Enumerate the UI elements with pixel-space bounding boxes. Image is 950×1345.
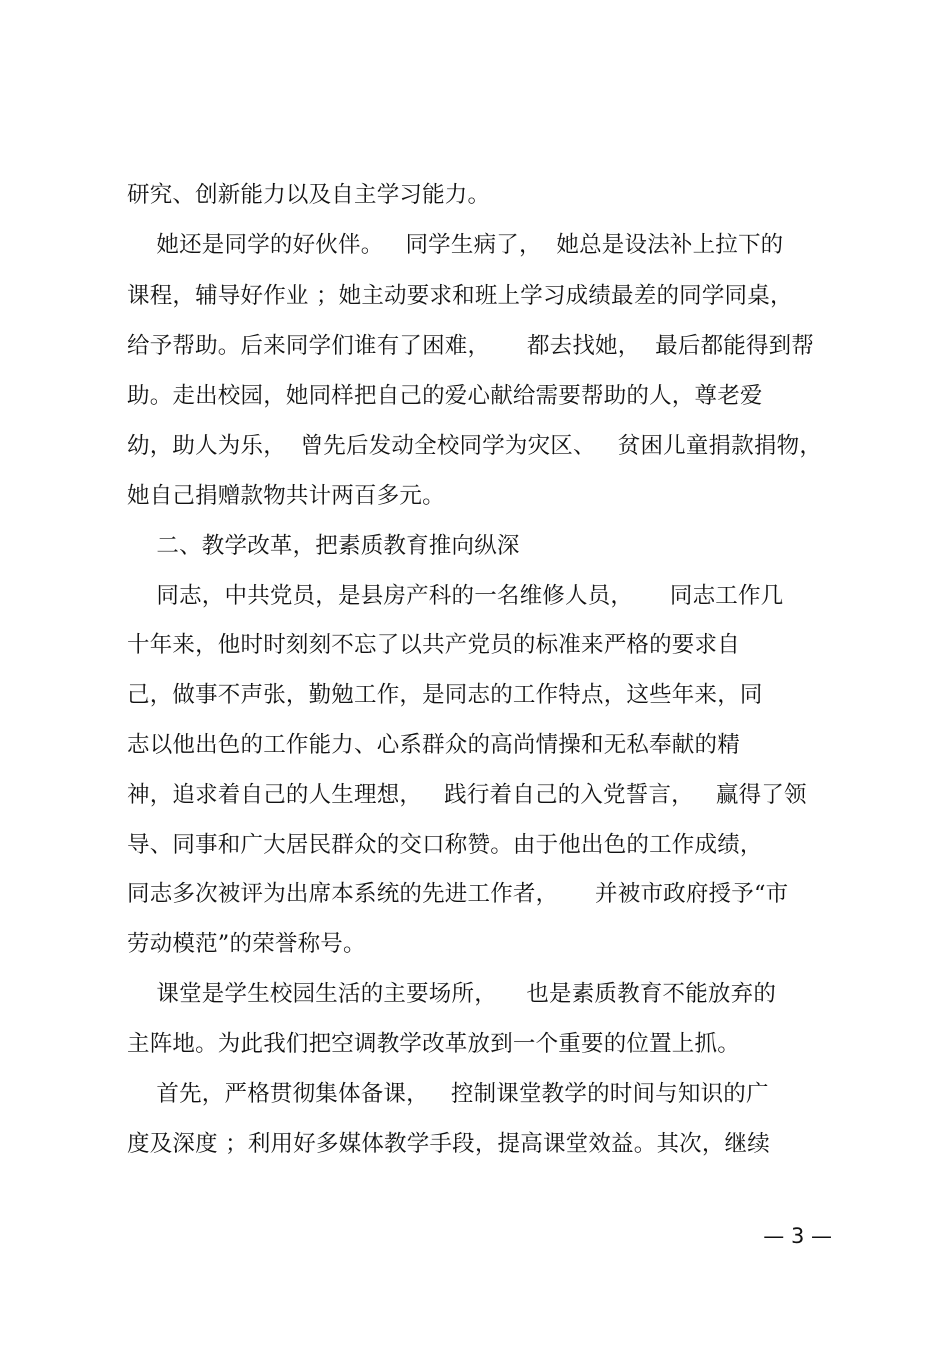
text-line: 十年来，他时时刻刻不忘了以共产党员的标准来严格的要求自 (127, 632, 740, 658)
text-line: 课程，辅导好作业 ；她主动要求和班上学习成绩最差的同学同桌， (127, 283, 793, 309)
text-line: 给予帮助。后来同学们谁有了困难， 都去找她， 最后都能得到帮 (127, 333, 815, 359)
text-line: 己，做事不声张，勤勉工作，是同志的工作特点，这些年来，同 (127, 682, 763, 708)
text-line: 她还是同学的好伙伴。 同学生病了， 她总是设法补上拉下的 (127, 232, 784, 258)
text-line: 同志多次被评为出席本系统的先进工作者， 并被市政府授予“市 (127, 881, 789, 907)
text-line: 课堂是学生校园生活的主要场所， 也是素质教育不能放弃的 (127, 981, 777, 1007)
text-line: 神，追求着自己的人生理想， 践行着自己的入党誓言， 赢得了领 (127, 782, 807, 808)
text-line: 劳动模范”的荣誉称号。 (127, 931, 366, 957)
text-line: 研究、创新能力以及自主学习能力。 (127, 182, 491, 208)
page-number: — 3 — (763, 1224, 832, 1248)
text-line: 度及深度 ；利用好多媒体教学手段，提高课堂效益。其次，继续 (127, 1131, 770, 1157)
text-line: 志以他出色的工作能力、心系群众的高尚情操和无私奉献的精 (127, 732, 740, 758)
text-line: 她自己捐赠款物共计两百多元。 (127, 483, 445, 509)
text-line: 助。走出校园，她同样把自己的爱心献给需要帮助的人，尊老爱 (127, 383, 763, 409)
text-line: 同志，中共党员，是县房产科的一名维修人员， 同志工作几 (127, 583, 784, 609)
text-line: 导、同事和广大居民群众的交口称赞。由于他出色的工作成绩， (127, 832, 763, 858)
section-heading: 二、教学改革，把素质教育推向纵深 (127, 533, 520, 559)
text-line: 幼，助人为乐， 曾先后发动全校同学为灾区、 贫困儿童捐款捐物， (127, 433, 823, 459)
text-line: 首先，严格贯彻集体备课， 控制课堂教学的时间与知识的广 (127, 1081, 769, 1107)
text-line: 主阵地。为此我们把空调教学改革放到一个重要的位置上抓。 (127, 1031, 740, 1057)
